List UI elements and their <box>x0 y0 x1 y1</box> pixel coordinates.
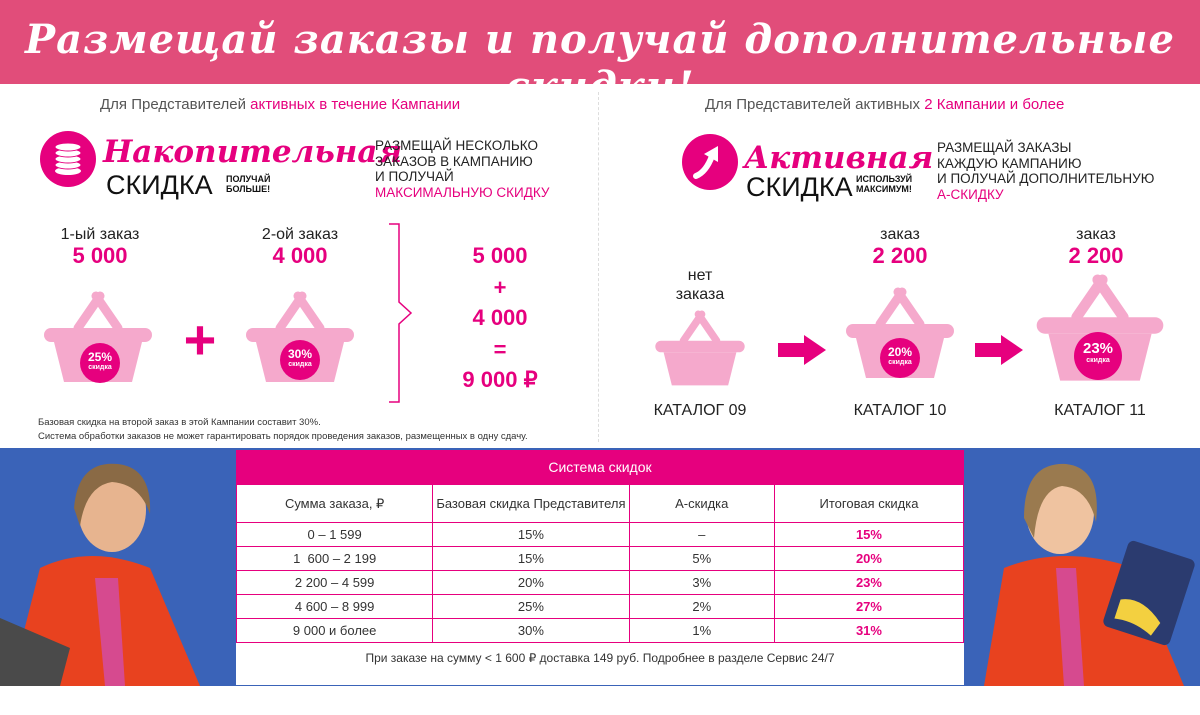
table-row <box>237 571 964 595</box>
col-base-discount: Базовая скидка Представителя <box>433 485 629 523</box>
cell-a: 1% <box>629 619 774 643</box>
banner-title: Размещай заказы и получай дополнительные скидки! <box>25 16 1175 110</box>
step2-amount: 2 200 <box>872 243 928 268</box>
order2-discount-badge: 30% скидка <box>280 340 320 380</box>
cell-base: 25% <box>433 595 629 619</box>
order1-discount-badge: 25% скидка <box>80 343 120 383</box>
cell-a: 3% <box>629 571 774 595</box>
table-row <box>237 547 964 571</box>
arrow-right-icon <box>778 335 826 365</box>
left-logo-word: СКИДКА <box>106 170 213 200</box>
left-subhead: Для Представителей активных в течение Кампании <box>100 96 461 113</box>
table-row <box>237 523 964 547</box>
cell-total: 31% <box>774 619 963 643</box>
left-logo-tag: ПОЛУЧАЙ БОЛЬШЕ! <box>226 174 271 194</box>
cell-a: 5% <box>629 547 774 571</box>
woman-laptop-photo <box>0 448 236 686</box>
cell-base: 15% <box>433 523 629 547</box>
right-logo-tag: ИСПОЛЬЗУЙ МАКСИМУМ! <box>856 174 913 194</box>
left-footnote: Базовая скидка на второй заказ в этой Кампании составит 30%. Система обработки заказов не может гарантировать порядок проведения заказов, размещенных в одну сдачу. <box>38 417 528 442</box>
discount-table <box>236 450 964 685</box>
cell-base: 20% <box>433 571 629 595</box>
table-header-row <box>237 485 964 523</box>
order1-label: 1-ый заказ <box>60 226 140 243</box>
arrow-up-icon <box>682 134 738 190</box>
col-order-sum: Сумма заказа, ₽ <box>237 485 433 523</box>
left-logo-title: Накопительная <box>103 134 403 170</box>
arrow-right-icon <box>975 335 1023 365</box>
left-description: РАЗМЕЩАЙ НЕСКОЛЬКО ЗАКАЗОВ В КАМПАНИЮ И ПОЛУЧАЙ МАКСИМАЛЬНУЮ СКИДКУ <box>375 138 550 200</box>
cell-total: 27% <box>774 595 963 619</box>
catalog-label: КАТАЛОГ 10 <box>853 402 947 419</box>
order1-amount: 5 000 <box>72 243 128 268</box>
bracket-icon <box>385 222 415 404</box>
right-subhead: Для Представителей активных 2 Кампании и более <box>705 96 1065 113</box>
col-a-discount: А-скидка <box>629 485 774 523</box>
table-title: Система скидок <box>236 450 964 484</box>
step1-label: нет заказа <box>675 267 725 303</box>
right-logo-title: Активная <box>744 140 934 176</box>
cell-sum: 1 600 – 2 199 <box>237 547 433 571</box>
cell-a: – <box>629 523 774 547</box>
cell-sum: 9 000 и более <box>237 619 433 643</box>
cell-total: 15% <box>774 523 963 547</box>
sum-equals: = <box>493 337 507 362</box>
sum-first: 5 000 <box>472 243 528 268</box>
cell-sum: 4 600 – 8 999 <box>237 595 433 619</box>
cell-sum: 2 200 – 4 599 <box>237 571 433 595</box>
cell-total: 20% <box>774 547 963 571</box>
catalog-label: КАТАЛОГ 09 <box>653 402 747 419</box>
column-divider <box>598 92 599 442</box>
table-row <box>237 595 964 619</box>
discount-grid <box>236 484 964 643</box>
sum-plus: + <box>493 275 507 300</box>
step3-discount-badge: 23% скидка <box>1074 332 1122 380</box>
sum-total: 9 000 ₽ <box>462 367 538 392</box>
order2-label: 2-ой заказ <box>261 226 339 243</box>
col-total-discount: Итоговая скидка <box>774 485 963 523</box>
plus-sign: + <box>183 308 217 371</box>
sum-second: 4 000 <box>472 305 528 330</box>
cell-a: 2% <box>629 595 774 619</box>
coins-icon <box>40 131 96 187</box>
step2-label: заказ <box>880 226 920 243</box>
cell-base: 15% <box>433 547 629 571</box>
right-description: РАЗМЕЩАЙ ЗАКАЗЫ КАЖДУЮ КАМПАНИЮ И ПОЛУЧАЙ ДОПОЛНИТЕЛЬНУЮ А-СКИДКУ <box>937 140 1155 202</box>
step3-amount: 2 200 <box>1068 243 1124 268</box>
table-footer: При заказе на сумму < 1 600 ₽ доставка 149 руб. Подробнее в разделе Сервис 24/7 <box>365 651 835 665</box>
step2-discount-badge: 20% скидка <box>880 338 920 378</box>
order2-amount: 4 000 <box>272 243 328 268</box>
cell-total: 23% <box>774 571 963 595</box>
table-row <box>237 619 964 643</box>
catalog-label: КАТАЛОГ 11 <box>1054 402 1146 419</box>
right-logo-word: СКИДКА <box>746 172 853 202</box>
woman-tablet-photo <box>964 448 1200 686</box>
cell-base: 30% <box>433 619 629 643</box>
step3-label: заказ <box>1076 226 1116 243</box>
cell-sum: 0 – 1 599 <box>237 523 433 547</box>
basket-icon <box>652 306 748 392</box>
